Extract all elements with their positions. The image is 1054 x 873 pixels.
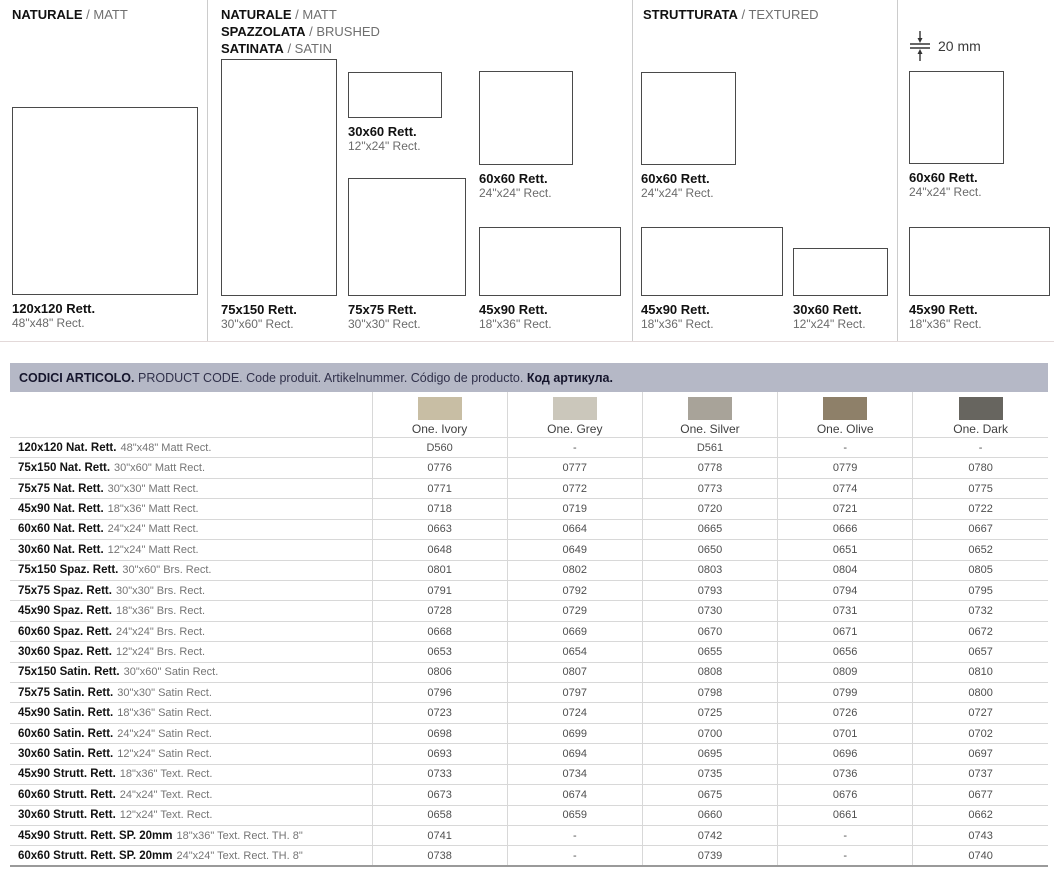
product-codes-title: CODICI ARTICOLO. PRODUCT CODE. Code produit. Artikelnummer. Código de producto. Код артикула. (19, 370, 613, 385)
row-size-bold: 75x150 Nat. Rett. (18, 462, 111, 475)
tile-30x60-strutturata: 30x60 Rett. 12"x24" Rect. (793, 248, 888, 332)
row-size-imperial: 30"x30" Matt Rect. (107, 482, 199, 495)
row-size-bold: 75x75 Nat. Rett. (18, 482, 104, 495)
code-cell: - (507, 846, 642, 866)
table-row (10, 519, 1048, 539)
tile-outline (12, 107, 198, 295)
code-cell: 0777 (507, 458, 642, 478)
code-cell: 0804 (778, 560, 913, 580)
color-name: One. Dark (953, 422, 1008, 436)
code-cell: 0725 (642, 703, 777, 723)
code-cell: 0657 (913, 642, 1048, 662)
size-cell (10, 438, 372, 458)
code-cell: 0676 (778, 785, 913, 805)
row-size-imperial: 24"x24" Text. Rect. (119, 788, 213, 801)
code-cell: - (778, 846, 913, 866)
code-cell: 0693 (372, 744, 507, 764)
tile-60x60-strutturata: 60x60 Rett. 24"x24" Rect. (641, 72, 736, 201)
code-cell: 0694 (507, 744, 642, 764)
thickness-icon (908, 30, 932, 62)
color-swatch (418, 397, 462, 420)
tile-60x60: 60x60 Rett. 24"x24" Rect. (479, 71, 573, 201)
code-cell: 0669 (507, 621, 642, 641)
code-cell: 0740 (913, 846, 1048, 866)
code-cell: 0780 (913, 458, 1048, 478)
code-cell: 0650 (642, 540, 777, 560)
code-cell: 0801 (372, 560, 507, 580)
code-cell: 0798 (642, 683, 777, 703)
code-cell: 0802 (507, 560, 642, 580)
code-cell: 0810 (913, 662, 1048, 682)
row-size-bold: 75x75 Satin. Rett. (18, 686, 114, 699)
code-cell: 0658 (372, 805, 507, 825)
row-size-imperial: 24"x24" Text. Rect. TH. 8" (176, 849, 303, 862)
table-row (10, 805, 1048, 825)
code-cell: 0648 (372, 540, 507, 560)
code-cell: 0738 (372, 846, 507, 866)
row-size-imperial: 24"x24" Satin Rect. (117, 727, 212, 740)
row-size-bold: 45x90 Satin. Rett. (18, 707, 114, 720)
code-cell: 0806 (372, 662, 507, 682)
code-cell: 0700 (642, 723, 777, 743)
code-cell: 0730 (642, 601, 777, 621)
size-cell (10, 662, 372, 682)
codes-header-row (10, 392, 1048, 438)
color-swatch (959, 397, 1003, 420)
code-cell: 0663 (372, 519, 507, 539)
code-cell: 0723 (372, 703, 507, 723)
color-name: One. Grey (547, 422, 603, 436)
table-row (10, 560, 1048, 580)
row-size-bold: 75x75 Spaz. Rett. (18, 584, 112, 597)
section-divider (0, 341, 1054, 342)
code-cell: 0775 (913, 478, 1048, 498)
code-cell: 0653 (372, 642, 507, 662)
code-cell: - (507, 826, 642, 846)
table-row (10, 642, 1048, 662)
code-cell: 0776 (372, 458, 507, 478)
code-cell: 0654 (507, 642, 642, 662)
code-cell: 0736 (778, 764, 913, 784)
code-cell: 0659 (507, 805, 642, 825)
code-cell: 0726 (778, 703, 913, 723)
color-swatch (688, 397, 732, 420)
code-cell: 0720 (642, 499, 777, 519)
finish-header-strutturata: STRUTTURATA / TEXTURED (643, 7, 819, 22)
code-cell: 0721 (778, 499, 913, 519)
code-cell: 0698 (372, 723, 507, 743)
tile-outline (641, 227, 783, 296)
code-cell: - (913, 438, 1048, 458)
row-size-imperial: 12"x24" Satin Rect. (117, 748, 212, 761)
size-cell (10, 621, 372, 641)
code-cell: 0731 (778, 601, 913, 621)
table-row (10, 438, 1048, 458)
color-swatch (553, 397, 597, 420)
color-column-header (642, 392, 777, 438)
tile-outline (221, 59, 337, 296)
tile-outline (348, 178, 466, 296)
table-row (10, 540, 1048, 560)
tile-120x120: 120x120 Rett. 48"x48" Rect. (12, 107, 198, 331)
finish-header-naturale: NATURALE / MATT (12, 7, 128, 22)
tile-outline (479, 227, 621, 296)
code-cell: 0672 (913, 621, 1048, 641)
size-cell (10, 744, 372, 764)
tile-outline (641, 72, 736, 165)
row-size-imperial: 12"x24" Text. Rect. (119, 809, 213, 822)
thickness-label: 20 mm (938, 38, 981, 54)
code-cell: - (507, 438, 642, 458)
color-column-header (778, 392, 913, 438)
code-cell: 0734 (507, 764, 642, 784)
table-row (10, 621, 1048, 641)
code-cell: 0797 (507, 683, 642, 703)
code-cell: 0727 (913, 703, 1048, 723)
code-cell: 0699 (507, 723, 642, 743)
code-cell: 0772 (507, 478, 642, 498)
code-cell: 0800 (913, 683, 1048, 703)
row-size-imperial: 30"x30" Satin Rect. (117, 686, 212, 699)
code-cell: 0666 (778, 519, 913, 539)
product-codes-header-bar (10, 363, 1048, 392)
color-name: One. Olive (816, 422, 874, 436)
code-cell: 0791 (372, 580, 507, 600)
column-divider (632, 0, 633, 341)
code-cell: - (778, 826, 913, 846)
code-cell: 0718 (372, 499, 507, 519)
size-cell (10, 499, 372, 519)
row-size-imperial: 30"x30" Brs. Rect. (115, 584, 206, 597)
row-size-bold: 60x60 Strutt. Rett. SP. 20mm (18, 849, 173, 862)
table-row (10, 723, 1048, 743)
row-size-bold: 75x150 Spaz. Rett. (18, 564, 119, 577)
code-cell: 0665 (642, 519, 777, 539)
code-cell: 0743 (913, 826, 1048, 846)
color-column-header (913, 392, 1048, 438)
size-cell (10, 458, 372, 478)
color-column-header (507, 392, 642, 438)
code-cell: 0793 (642, 580, 777, 600)
code-cell: 0661 (778, 805, 913, 825)
row-size-bold: 30x60 Strutt. Rett. (18, 809, 116, 822)
tile-45x90: 45x90 Rett. 18"x36" Rect. (479, 227, 621, 332)
code-cell: 0668 (372, 621, 507, 641)
code-cell: 0697 (913, 744, 1048, 764)
code-cell: 0774 (778, 478, 913, 498)
formats-section (0, 0, 1054, 341)
row-size-imperial: 18"x36" Text. Rect. (119, 768, 213, 781)
code-cell: 0719 (507, 499, 642, 519)
code-cell: 0733 (372, 764, 507, 784)
tile-outline (348, 72, 442, 118)
size-cell (10, 785, 372, 805)
row-size-imperial: 48"x48" Matt Rect. (120, 441, 212, 454)
code-cell: 0660 (642, 805, 777, 825)
code-cell: D560 (372, 438, 507, 458)
tile-outline (793, 248, 888, 296)
tile-75x150: 75x150 Rett. 30"x60" Rect. (221, 59, 337, 332)
code-cell: 0728 (372, 601, 507, 621)
color-swatch (823, 397, 867, 420)
code-cell: 0652 (913, 540, 1048, 560)
row-size-imperial: 30"x60" Satin Rect. (123, 666, 219, 679)
code-cell: 0724 (507, 703, 642, 723)
row-size-bold: 60x60 Spaz. Rett. (18, 625, 112, 638)
row-size-imperial: 12"x24" Brs. Rect. (115, 645, 206, 658)
row-size-imperial: 18"x36" Matt Rect. (107, 502, 199, 515)
code-cell: 0795 (913, 580, 1048, 600)
tile-outline (479, 71, 573, 165)
tile-45x90-20mm: 45x90 Rett. 18"x36" Rect. (909, 227, 1050, 332)
size-cell (10, 540, 372, 560)
row-size-bold: 45x90 Strutt. Rett. SP. 20mm (18, 829, 173, 842)
size-cell (10, 683, 372, 703)
size-cell (10, 519, 372, 539)
code-cell: 0729 (507, 601, 642, 621)
code-cell: 0664 (507, 519, 642, 539)
code-cell: 0732 (913, 601, 1048, 621)
code-cell: 0673 (372, 785, 507, 805)
row-size-bold: 120x120 Nat. Rett. (18, 441, 117, 454)
size-cell (10, 703, 372, 723)
code-cell: - (778, 438, 913, 458)
table-row (10, 703, 1048, 723)
tile-outline (909, 227, 1050, 296)
code-cell: 0702 (913, 723, 1048, 743)
row-size-imperial: 30"x60" Matt Rect. (114, 462, 206, 475)
code-cell: 0677 (913, 785, 1048, 805)
row-size-imperial: 18"x36" Satin Rect. (117, 707, 212, 720)
table-row (10, 499, 1048, 519)
code-cell: 0773 (642, 478, 777, 498)
code-cell: 0696 (778, 744, 913, 764)
table-row (10, 744, 1048, 764)
column-divider (897, 0, 898, 341)
table-row (10, 662, 1048, 682)
size-cell (10, 846, 372, 866)
tile-60x60-20mm: 60x60 Rett. 24"x24" Rect. (909, 71, 1004, 200)
table-row (10, 580, 1048, 600)
code-cell: 0807 (507, 662, 642, 682)
code-cell: 0794 (778, 580, 913, 600)
code-cell: 0695 (642, 744, 777, 764)
code-cell: 0809 (778, 662, 913, 682)
product-codes-table (10, 392, 1048, 867)
size-cell (10, 580, 372, 600)
row-size-imperial: 18"x36" Brs. Rect. (115, 605, 206, 618)
row-size-bold: 45x90 Strutt. Rett. (18, 768, 116, 781)
code-cell: 0792 (507, 580, 642, 600)
row-size-imperial: 24"x24" Matt Rect. (107, 523, 199, 536)
row-size-bold: 45x90 Nat. Rett. (18, 502, 104, 515)
size-cell (10, 560, 372, 580)
code-cell: 0805 (913, 560, 1048, 580)
code-cell: 0739 (642, 846, 777, 866)
code-cell: 0671 (778, 621, 913, 641)
size-cell (10, 826, 372, 846)
code-cell: 0656 (778, 642, 913, 662)
size-cell (10, 601, 372, 621)
table-row (10, 601, 1048, 621)
color-name: One. Silver (680, 422, 740, 436)
code-cell: 0649 (507, 540, 642, 560)
row-size-imperial: 30"x60" Brs. Rect. (122, 564, 212, 577)
row-size-bold: 60x60 Nat. Rett. (18, 523, 104, 536)
code-cell: 0701 (778, 723, 913, 743)
table-row (10, 826, 1048, 846)
table-row (10, 846, 1048, 866)
code-cell: 0741 (372, 826, 507, 846)
table-row (10, 478, 1048, 498)
code-cell: D561 (642, 438, 777, 458)
row-size-bold: 60x60 Satin. Rett. (18, 727, 114, 740)
size-cell (10, 642, 372, 662)
thickness-indicator (908, 30, 981, 62)
row-size-imperial: 18"x36" Text. Rect. TH. 8" (176, 829, 303, 842)
code-cell: 0808 (642, 662, 777, 682)
size-cell (10, 764, 372, 784)
code-cell: 0662 (913, 805, 1048, 825)
table-row (10, 764, 1048, 784)
code-cell: 0667 (913, 519, 1048, 539)
code-cell: 0799 (778, 683, 913, 703)
color-name: One. Ivory (411, 422, 468, 436)
color-column-header (372, 392, 507, 438)
row-size-imperial: 24"x24" Brs. Rect. (115, 625, 206, 638)
table-row (10, 683, 1048, 703)
code-cell: 0722 (913, 499, 1048, 519)
finish-header-multi: NATURALE / MATT SPAZZOLATA / BRUSHED SATINATA / SATIN (221, 7, 380, 56)
size-cell (10, 805, 372, 825)
code-cell: 0803 (642, 560, 777, 580)
table-row (10, 785, 1048, 805)
tile-45x90-strutturata: 45x90 Rett. 18"x36" Rect. (641, 227, 783, 332)
row-size-bold: 30x60 Nat. Rett. (18, 543, 104, 556)
code-cell: 0796 (372, 683, 507, 703)
code-cell: 0742 (642, 826, 777, 846)
code-cell: 0779 (778, 458, 913, 478)
column-divider (207, 0, 208, 341)
code-cell: 0670 (642, 621, 777, 641)
row-size-bold: 75x150 Satin. Rett. (18, 666, 120, 679)
row-size-bold: 60x60 Strutt. Rett. (18, 788, 116, 801)
code-cell: 0651 (778, 540, 913, 560)
code-cell: 0737 (913, 764, 1048, 784)
code-cell: 0674 (507, 785, 642, 805)
row-size-bold: 45x90 Spaz. Rett. (18, 605, 112, 618)
code-cell: 0778 (642, 458, 777, 478)
tile-75x75: 75x75 Rett. 30"x30" Rect. (348, 178, 466, 332)
row-size-bold: 30x60 Spaz. Rett. (18, 645, 112, 658)
codes-header-spacer (10, 392, 372, 438)
row-size-imperial: 12"x24" Matt Rect. (107, 543, 199, 556)
size-cell (10, 723, 372, 743)
row-size-bold: 30x60 Satin. Rett. (18, 748, 114, 761)
size-cell (10, 478, 372, 498)
code-cell: 0735 (642, 764, 777, 784)
code-cell: 0771 (372, 478, 507, 498)
tile-30x60: 30x60 Rett. 12"x24" Rect. (348, 72, 442, 154)
table-row (10, 458, 1048, 478)
tile-outline (909, 71, 1004, 164)
code-cell: 0675 (642, 785, 777, 805)
code-cell: 0655 (642, 642, 777, 662)
codes-table-body (10, 438, 1048, 867)
